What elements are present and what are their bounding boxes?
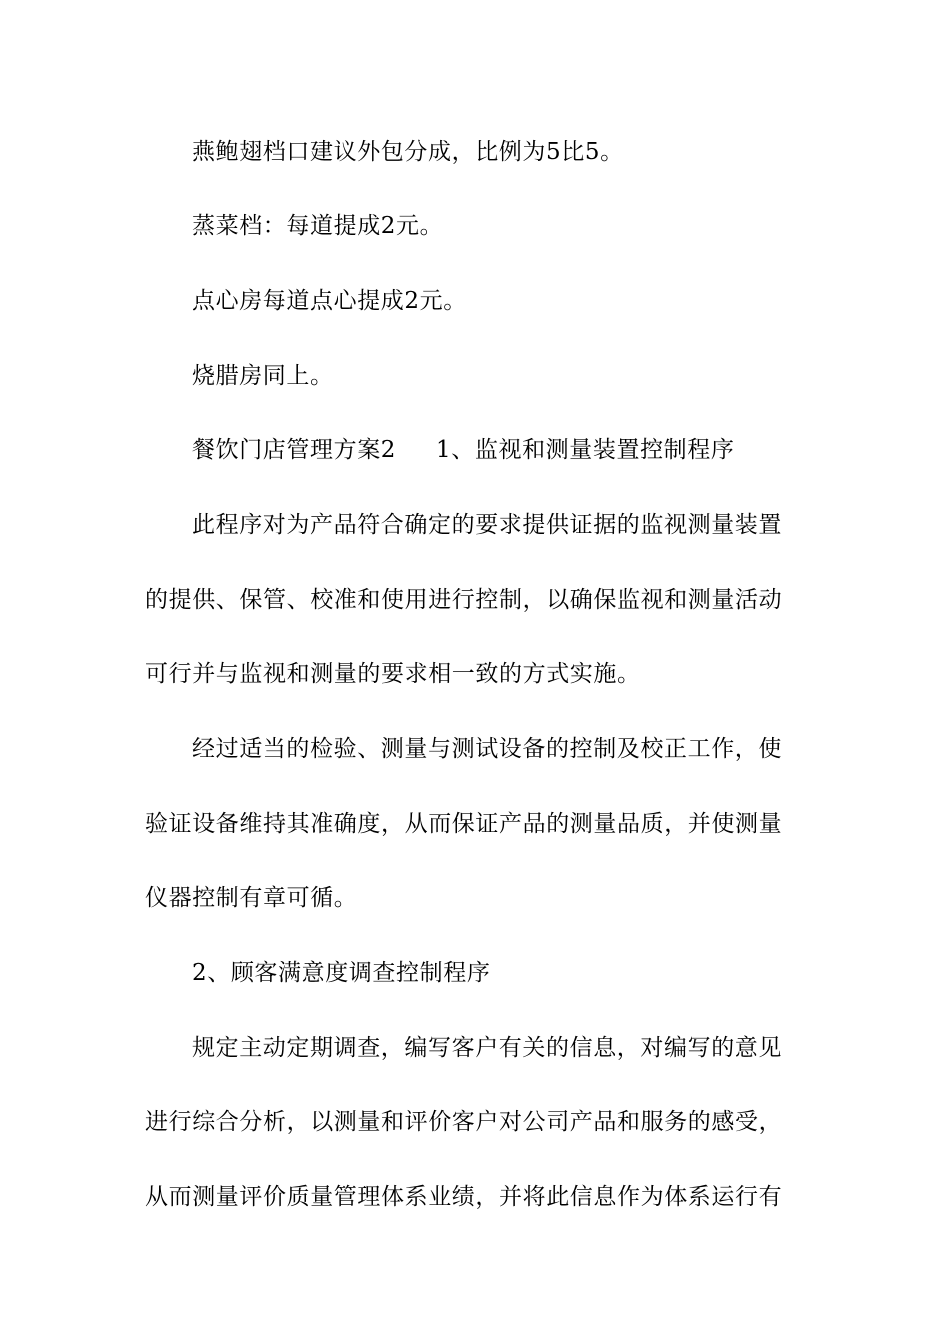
paragraph-line: 烧腊房同上。 <box>192 363 334 389</box>
paragraph-line: 点心房每道点心提成2元。 <box>192 288 467 314</box>
paragraph-line: 规定主动定期调查，编写客户有关的信息，对编写的意见 <box>192 1035 782 1061</box>
paragraph-line: 仪器控制有章可循。 <box>145 885 358 911</box>
paragraph-line: 此程序对为产品符合确定的要求提供证据的监视测量装置 <box>192 512 782 538</box>
paragraph-line: 进行综合分析，以测量和评价客户对公司产品和服务的感受， <box>145 1109 783 1135</box>
paragraph-line: 经过适当的检验、测量与测试设备的控制及校正工作，使 <box>192 736 782 762</box>
paragraph-line: 可行并与监视和测量的要求相一致的方式实施。 <box>145 661 641 687</box>
paragraph-line: 的提供、保管、校准和使用进行控制，以确保监视和测量活动 <box>145 587 783 613</box>
paragraph-line: 燕鲍翅档口建议外包分成，比例为5比5。 <box>192 139 624 165</box>
paragraph-line: 蒸菜档：每道提成2元。 <box>192 213 444 239</box>
document-title: 餐饮门店管理方案2 <box>192 437 397 463</box>
section-heading: 2、顾客满意度调查控制程序 <box>192 960 491 986</box>
paragraph-line: 从而测量评价质量管理体系业绩，并将此信息作为体系运行有 <box>145 1184 783 1210</box>
paragraph-line: 验证设备维持其准确度，从而保证产品的测量品质，并使测量 <box>145 811 783 837</box>
heading-line <box>192 436 734 464</box>
section-heading: 1、监视和测量装置控制程序 <box>436 437 735 463</box>
